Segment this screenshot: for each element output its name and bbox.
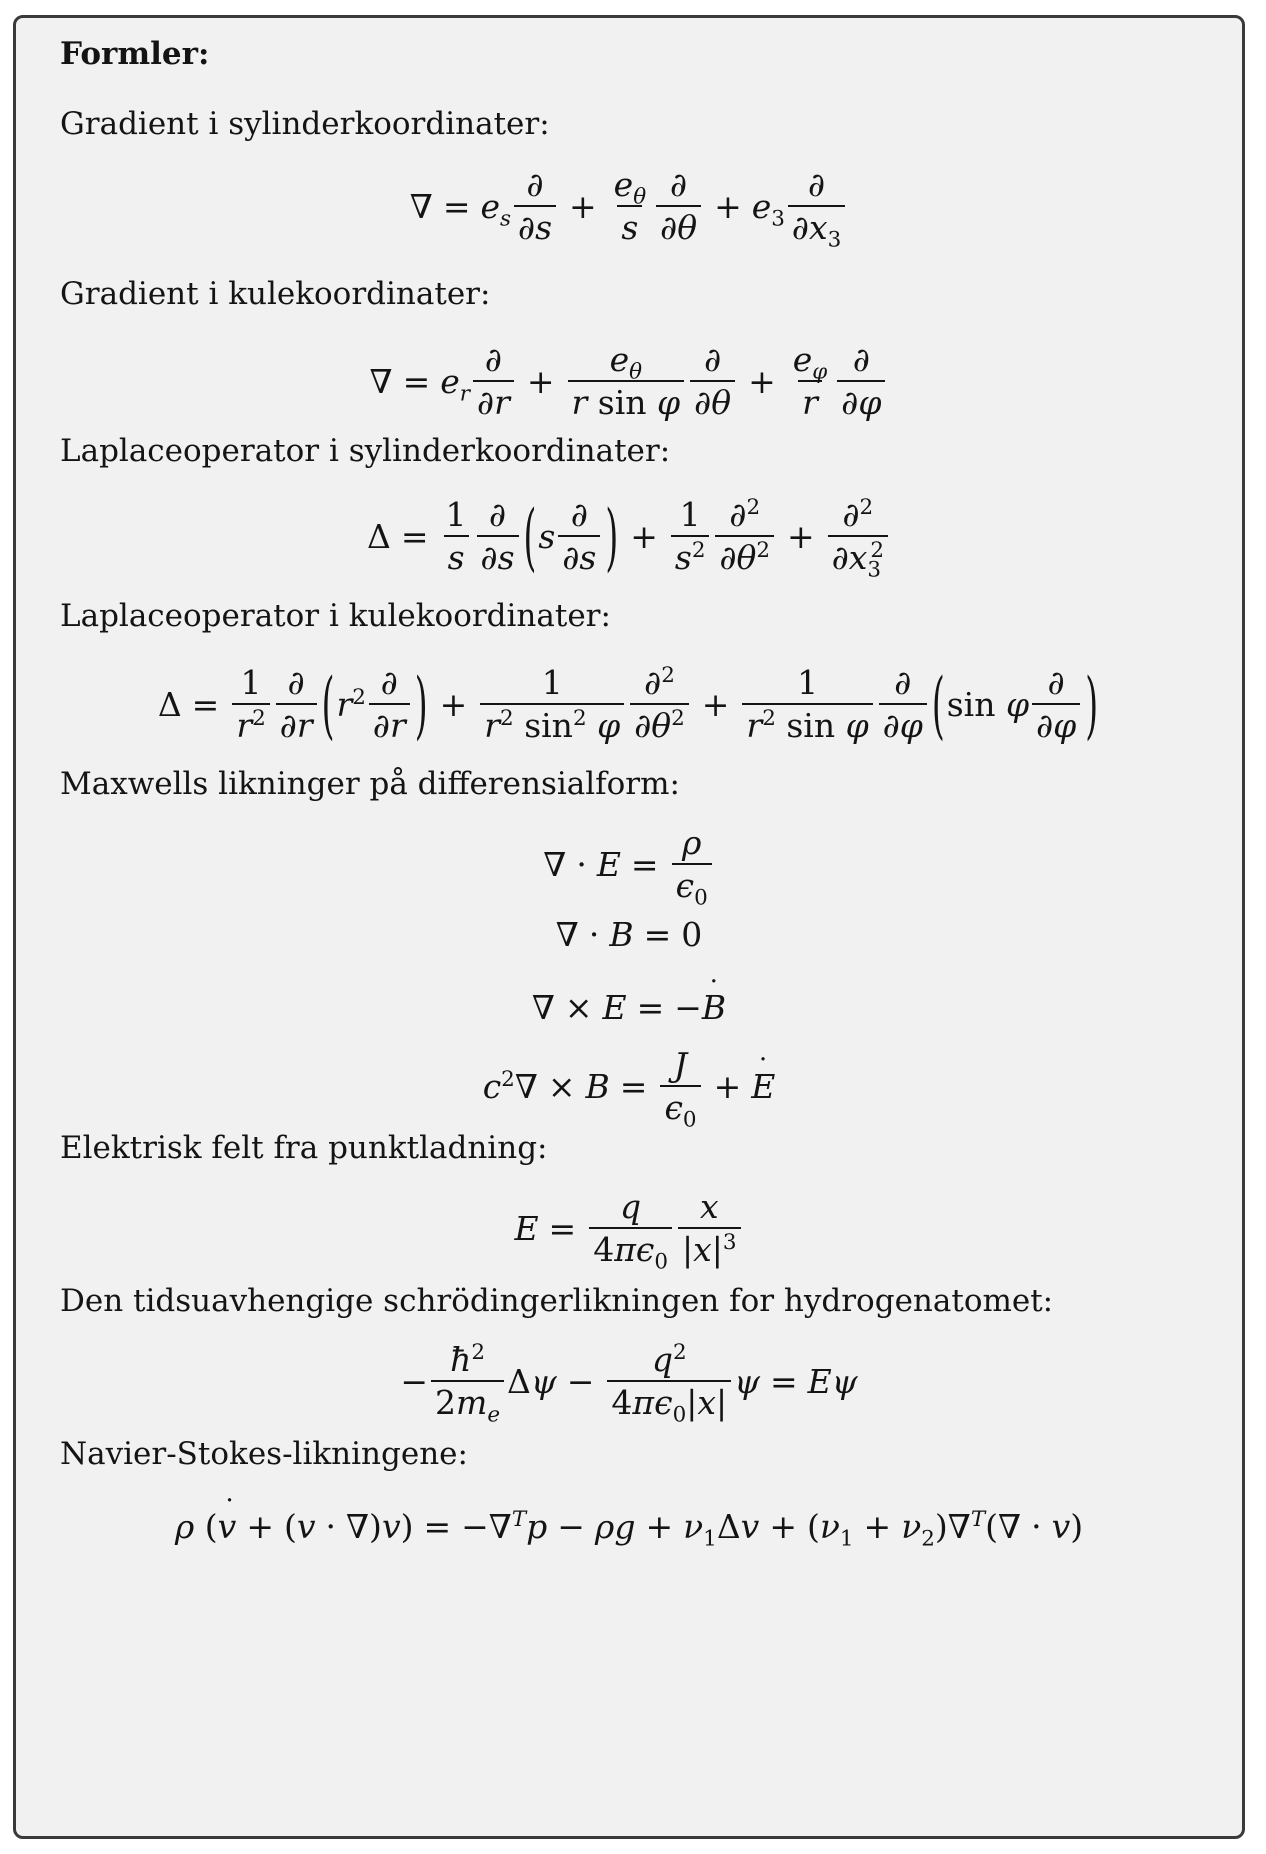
equation-schrodinger: − $\frac{ħ^2}{2m_e}$ Δ ψ − $\frac{q^2}{4\pi\epsilon_0|x|}$ ψ = Eψ bbox=[400, 1340, 858, 1428]
equation-gradient-spherical: ∇ = $e_r$ $\frac{\partial}{\partial r}$ + $\frac{e_\theta}{\text{r sin φ}}$ $\frac{\partial}{\partial\theta}$ + $\frac{e_\varphi}{r}$ $\frac{\partial}{\partial\varphi}$ bbox=[16, 343, 1242, 419]
equation-coulomb: E = $\frac{q}{4\pi\epsilon_0}$ $\frac{x}{|x|^3}$ bbox=[16, 1190, 1242, 1266]
heading-gradient-spherical: Gradient i kulekoordinater: bbox=[60, 276, 491, 312]
equation-laplace-cylindrical: Δ = $\frac{1}{s}$ $\frac{\partial}{\partial s}$ ( s $\frac{\partial}{\partial s}$ ) + $\frac{1}{s^2}$ $\frac{\partial^2}{\partial\theta^2}$ + $\frac{\partial^2}{\partial x_3^2}$ bbox=[16, 498, 1242, 574]
heading-schrodinger: Den tidsuavhengige schrödingerlikningen for hydrogenatomet: bbox=[60, 1283, 1054, 1319]
heading-navier-stokes: Navier-Stokes-likningene: bbox=[60, 1436, 468, 1472]
page-title: Formler: bbox=[60, 36, 210, 72]
heading-gradient-cylindrical: Gradient i sylinderkoordinater: bbox=[60, 106, 550, 142]
heading-laplace-spherical: Laplaceoperator i kulekoordinater: bbox=[60, 598, 611, 634]
formula-sheet bbox=[13, 15, 1245, 1839]
equation-laplace-spherical: Δ = $\frac{1}{r^2}$ $\frac{\partial}{\partial r}$ ( $r^2$ $\frac{\partial}{\partial r}$ ) + $\frac{1}{r^2 \sin^2 \varphi}$ $\frac{\partial^2}{\partial\theta^2}$ + $\frac{1}{r^2 \sin \varphi}$ $\frac{\partial}{\partial\varphi}$ ( sin φ $\frac{\partial}{\partial\varphi}$ ) bbox=[157, 661, 1099, 747]
heading-maxwell: Maxwells likninger på differensialform: bbox=[60, 766, 680, 802]
equation-maxwell-faraday: ∇ × E = − B ˙ bbox=[16, 991, 1242, 1024]
heading-laplace-cylindrical: Laplaceoperator i sylinderkoordinater: bbox=[60, 433, 671, 469]
heading-electric-field: Elektrisk felt fra punktladning: bbox=[60, 1130, 548, 1166]
equation-maxwell-gauss: ∇ · E = $\frac{\rho}{\epsilon_0}$ bbox=[16, 826, 1242, 902]
equation-maxwell-gauss-magnetism: ∇ · B = 0 bbox=[555, 915, 703, 954]
equation-maxwell-ampere: $c^2$ ∇ × B = $\frac{J}{\epsilon_0}$ + E ˙ bbox=[16, 1048, 1242, 1124]
equation-navier-stokes: ρ ( v ˙ + ( v · ∇) v ) = −∇$^T$ p − ρg + $\nu_1$ Δ v + ( $\nu_1$ + $\nu_2$ )∇$^T$(∇ · v ) bbox=[16, 1510, 1242, 1543]
equation-gradient-cylindrical: ∇ = $e_s$ $\frac{\partial}{\partial s}$ + $\frac{e_\theta}{s}$ $\frac{\partial}{\partial\theta}$ + $e_3$ $\frac{\partial}{\partial x_3}$ bbox=[16, 168, 1242, 244]
